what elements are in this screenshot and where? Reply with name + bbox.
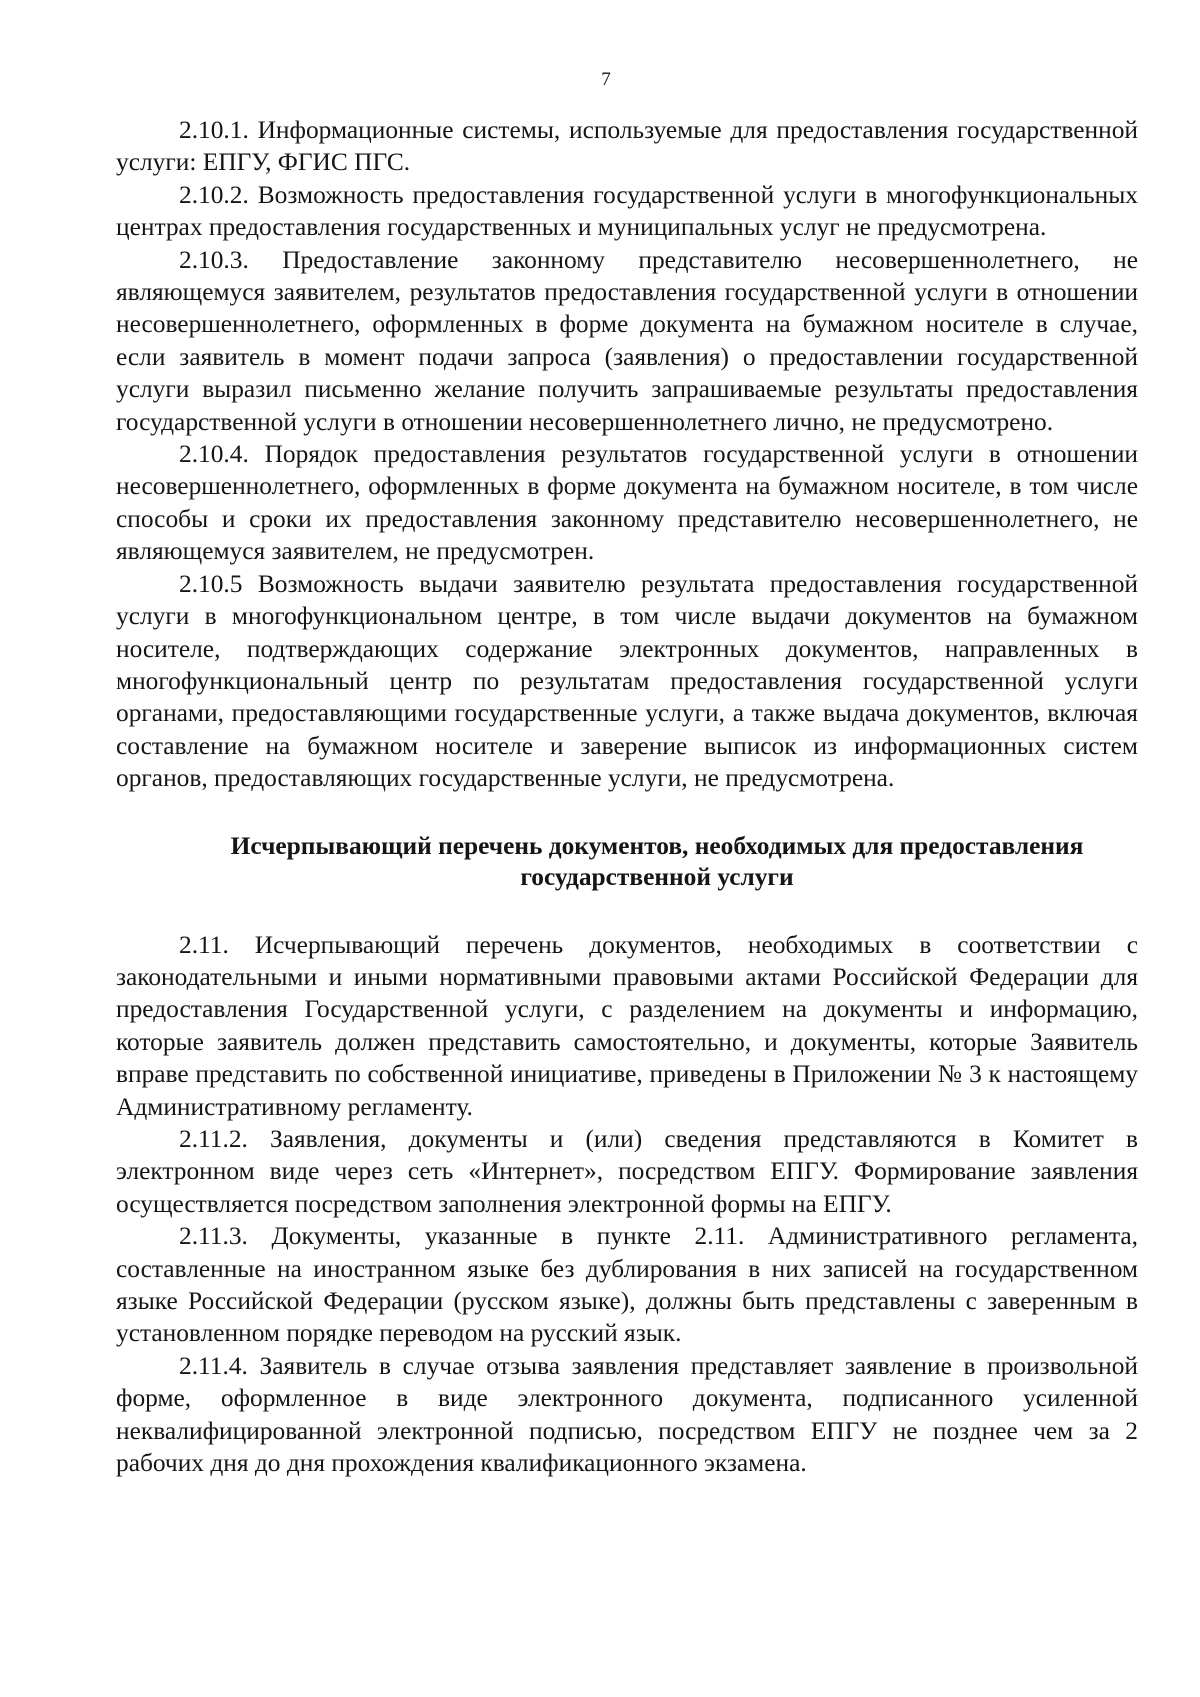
- paragraph-2-11: 2.11. Исчерпывающий перечень документов, необходимых в соответствии с законодательными и иными нормативными правовыми актами Российской Федерации для предоставления Государственной услуги, с разделением на документы и информацию, которые заявитель должен представить самостоятельно, и документы, которые Заявитель вправе представить по собственной инициативе, приведены в Приложении № 3 к настоящему Административному регламенту.: [116, 930, 1138, 1121]
- paragraph-2-11-2: 2.11.2. Заявления, документы и (или) сведения представляются в Комитет в электронном виде через сеть «Интернет», посредством ЕПГУ. Формирование заявления осуществляется посредством заполнения электронной формы на ЕПГУ.: [116, 1124, 1138, 1218]
- paragraph-2-11-4: 2.11.4. Заявитель в случае отзыва заявления представляет заявление в произвольной форме, оформленное в виде электронного документа, подписанного усиленной неквалифицированной электронной подписью, посредством ЕПГУ не позднее чем за 2 рабочих дня до дня прохождения квалификационного экзамена.: [116, 1351, 1138, 1478]
- paragraph-2-10-4: 2.10.4. Порядок предоставления результатов государственной услуги в отношении несовершеннолетнего, оформленных в форме документа на бумажном носителе, в том числе способы и сроки их предоставления законному представителю несовершеннолетнего, не являющемуся заявителем, не предусмотрен.: [116, 440, 1138, 566]
- paragraph-2-11-3: 2.11.3. Документы, указанные в пункте 2.11. Административного регламента, составленные на иностранном языке без дублирования в них записей на государственном языке Российской Федерации (русском языке), должны быть представлены с заверенным в установленном порядке переводом на русский язык.: [116, 1222, 1138, 1348]
- section-heading: [116, 831, 1138, 893]
- page-number: 7: [601, 69, 611, 90]
- paragraph-2-10-1: 2.10.1. Информационные системы, используемые для предоставления государственной услуги: ЕПГУ, ФГИС ПГС.: [116, 116, 1138, 177]
- section-heading-line-1: Исчерпывающий перечень документов, необходимых для предоставления: [230, 831, 1084, 860]
- document-body: [116, 114, 1138, 1479]
- paragraph-2-10-5: 2.10.5 Возможность выдачи заявителю результата предоставления государственной услуги в многофункциональном центре, в том числе выдачи документов на бумажном носителе, подтверждающих содержание электронных документов, направленных в многофункциональный центр по результатам предоставления государственной услуги органами, предоставляющими государственные услуги, а также выдача документов, включая составление на бумажном носителе и заверение выписок из информационных систем органов, предоставляющих государственные услуги, не предусмотрена.: [116, 569, 1138, 793]
- paragraph-2-10-3: 2.10.3. Предоставление законному представителю несовершеннолетнего, не являющемуся заявителем, результатов предоставления государственной услуги в отношении несовершеннолетнего, оформленных в форме документа на бумажном носителе в случае, если заявитель в момент подачи запроса (заявления) о предоставлении государственной услуги выразил письменно желание получить запрашиваемые результаты предоставления государственной услуги в отношении несовершеннолетнего лично, не предусмотрено.: [116, 245, 1138, 436]
- paragraph-2-10-2: 2.10.2. Возможность предоставления государственной услуги в многофункциональных центрах предоставления государственных и муниципальных услуг не предусмотрена.: [116, 180, 1138, 242]
- section-heading-line-2: государственной услуги: [520, 862, 794, 891]
